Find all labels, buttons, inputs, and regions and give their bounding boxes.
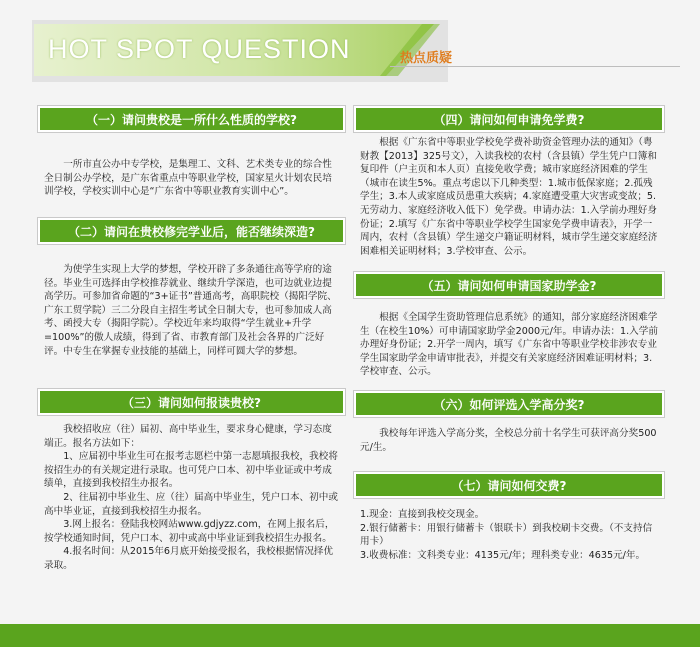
section-1-heading: （一）请问贵校是一所什么性质的学校? xyxy=(38,106,345,132)
section-3-paragraph-3: 2、往届初中毕业生、应（往）届高中毕业生，凭户口本、初中或高中毕业证，直接到我校招生办报名。 xyxy=(44,491,338,517)
section-6-paragraph: 我校每年评选入学高分奖，全校总分前十名学生可获评高分奖500元/生。 xyxy=(360,428,657,453)
section-3-heading: （三）请问如何报读贵校? xyxy=(38,389,345,415)
page-subtitle: 热点质疑 xyxy=(400,51,453,66)
section-6-body xyxy=(360,427,658,454)
section-7-body xyxy=(360,508,658,562)
header-divider xyxy=(390,66,680,67)
section-7-paragraph-2: 2.银行储蓄卡：用银行储蓄卡（银联卡）到我校刷卡交费。（不支持信用卡） xyxy=(360,522,653,548)
section-2-body xyxy=(44,263,338,358)
section-6-heading: （六）如何评选入学高分奖? xyxy=(354,391,664,417)
section-3-body xyxy=(44,423,338,573)
section-2-heading: （二）请问在贵校修完学业后，能否继续深造? xyxy=(38,218,345,244)
section-5-heading: （五）请问如何申请国家助学金? xyxy=(354,272,664,298)
section-5-body xyxy=(360,311,658,379)
section-7-paragraph-3: 3.收费标准：文科类专业：4135元/年；理科类专业：4635元/年。 xyxy=(360,549,646,561)
page-title: HOT SPOT QUESTION xyxy=(48,34,351,64)
section-1-body xyxy=(44,158,338,199)
section-2-paragraph: 为使学生实现上大学的梦想，学校开辟了多条通往高等学府的途径。毕业生可选择由学校推荐就业、继续升学深造，也可边就业边提高学历。可参加省命题的“3+证书”普通高考，高职院校（揭阳学院、广东工贸学院）三二分段自主招生考试全日制大专，也可参加成人高考、函授大专（揭阳学院）。学校近年来均取得“学生就业+升学=100%”的傲人成绩，得到了省、市教育部门及社会各界的广泛好评。中专生在掌握专业技能的基础上，同样可圆大学的梦想。 xyxy=(44,264,337,357)
section-3-paragraph-2: 1、应届初中毕业生可在报考志愿栏中第一志愿填报我校，我校将按招生办的有关规定进行录取。也可凭户口本、初中毕业证或中考成绩单，直接到我校招生办报名。 xyxy=(44,451,338,490)
section-4-paragraph: 根据《广东省中等职业学校免学费补助资金管理办法的通知》（粤财教【2013】325号文），入读我校的农村（含县镇）学生凭户口簿和复印件（户主页和本人页）直接免收学费；城市家庭经济困难的学生（城市在读生5%。重点考虑以下几种类型：1.城市低保家庭；2.孤残学生；3.本人或家庭成员患重大疾病；4.家庭遭受重大灾害或变故；5.无劳动力、家庭经济收入低下）免学费。申请办法：1.入学前办理好身份证；2.填写《广东省中等职业学校学生国家免学费申请表》，开学一周内，农村（含县镇）学生递交户籍证明材料，城市学生递交家庭经济困难相关证明材料；3.学校审查、公示。 xyxy=(360,137,658,257)
section-4-heading: （四）请问如何申请免学费? xyxy=(354,106,664,132)
section-7-paragraph-1: 1.现金：直接到我校交现金。 xyxy=(360,509,485,520)
section-5-paragraph: 根据《全国学生资助管理信息系统》的通知，部分家庭经济困难学生（在校生10%）可申请国家助学金2000元/年。申请办法：1.入学前办理好身份证；2.开学一周内，填写《广东省中等职业学校非涉农专业学生国家助学金申请审批表》，并提交有关家庭经济困难证明材料；3.学校审查、公示。 xyxy=(360,312,658,378)
section-4-body xyxy=(360,136,658,258)
section-3-paragraph-5: 4.报名时间：从2015年6月底开始接受报名，我校根据情况择优录取。 xyxy=(44,546,334,571)
footer-bar xyxy=(0,624,700,647)
section-1-paragraph: 一所市直公办中专学校，是集理工、文科、艺术类专业的综合性全日制公办学校，是广东省重点中等职业学校，国家星火计划农民培训学校，学校实训中心是“广东省中等职业教育实训中心”。 xyxy=(44,159,332,198)
section-3-paragraph-1: 我校招收应（往）届初、高中毕业生，要求身心健康，学习态度端正。报名方法如下： xyxy=(44,424,332,449)
section-7-heading: （七）请问如何交费? xyxy=(354,472,664,498)
section-3-paragraph-4: 3.网上报名：登陆我校网站www.gdjyzz.com，在网上报名后，按学校通知时间，凭户口本、初中或高中毕业证到我校招生办报名。 xyxy=(44,519,335,544)
